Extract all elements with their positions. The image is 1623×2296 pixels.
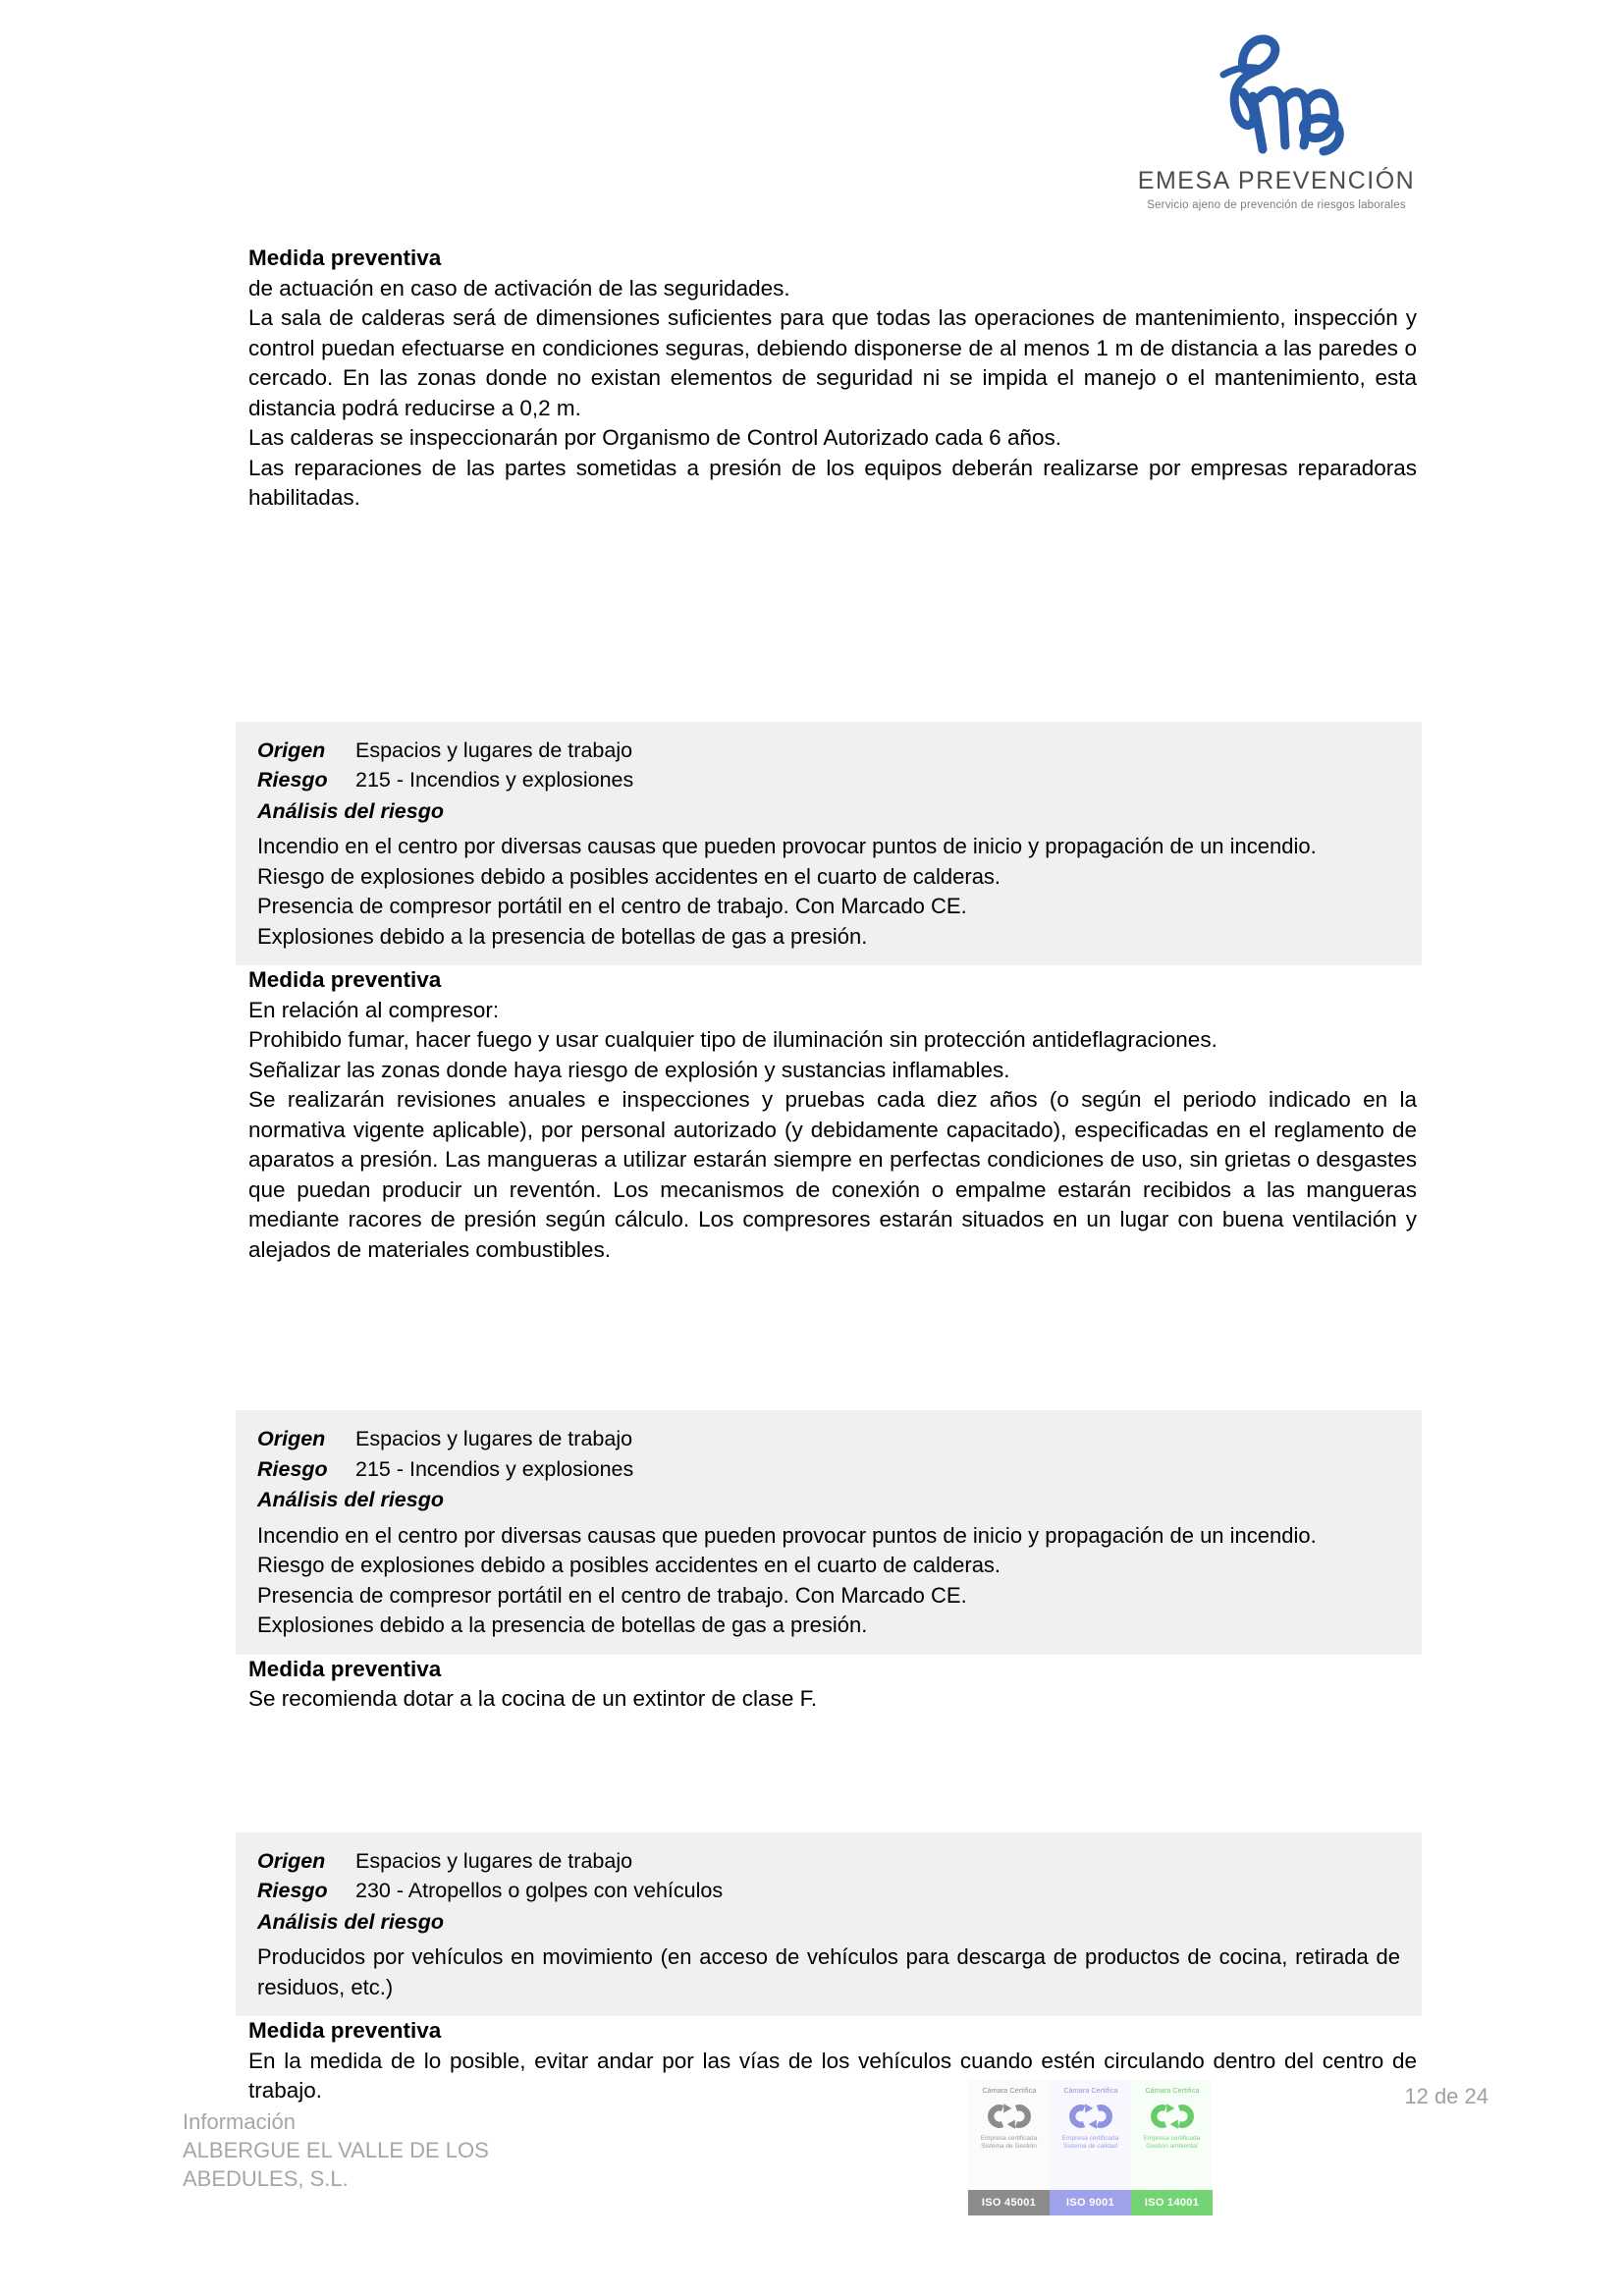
page-footer bbox=[0, 2070, 1623, 2296]
risk-riesgo-label: Riesgo bbox=[257, 1879, 328, 1902]
vertical-spacer bbox=[248, 514, 1417, 722]
cert-sub-line1: Empresa certificada bbox=[1143, 2135, 1201, 2142]
chain-link-icon bbox=[1144, 2101, 1201, 2132]
risk-analysis-body bbox=[257, 1521, 1400, 1641]
vertical-spacer bbox=[248, 1265, 1417, 1410]
emesa-script-logo-icon bbox=[1188, 27, 1365, 165]
cert-issuer-label: Cámara Certifica bbox=[1145, 2086, 1199, 2095]
risk-riesgo-value: 230 - Atropellos o golpes con vehículos bbox=[355, 1879, 724, 1902]
risk-box bbox=[236, 1832, 1422, 2017]
certification-badge-iso14001 bbox=[1131, 2080, 1213, 2215]
page-number: 12 de 24 bbox=[1404, 2084, 1488, 2108]
intro-paragraph: Las reparaciones de las partes sometidas a presión de los equipos deberán realizarse por empresas reparadoras habilitadas. bbox=[248, 455, 1417, 510]
risk-riesgo-row bbox=[257, 1876, 1400, 1906]
cert-standard-label: ISO 9001 bbox=[1050, 2190, 1131, 2215]
cert-sub-line1: Empresa certificada bbox=[980, 2135, 1038, 2142]
cert-body bbox=[1131, 2080, 1213, 2190]
document-content bbox=[248, 244, 1417, 2106]
measure-title: Medida preventiva bbox=[248, 1656, 442, 1681]
risk-origen-label: Origen bbox=[257, 738, 326, 762]
risk-analysis-heading: Análisis del riesgo bbox=[257, 1488, 444, 1511]
certification-badge-iso45001 bbox=[968, 2080, 1050, 2215]
risk-origen-row bbox=[257, 1846, 1400, 1877]
risk-analysis-line: Presencia de compresor portátil en el centro de trabajo. Con Marcado CE. bbox=[257, 894, 967, 918]
risk-origen-label: Origen bbox=[257, 1427, 326, 1450]
risk-analysis-body bbox=[257, 832, 1400, 952]
risk-analysis-line: Riesgo de explosiones debido a posibles accidentes en el cuarto de calderas. bbox=[257, 863, 1001, 889]
risk-analysis-line: Explosiones debido a la presencia de botellas de gas a presión. bbox=[257, 1613, 868, 1637]
measure-block bbox=[248, 965, 1417, 1265]
certification-badge-iso9001 bbox=[1050, 2080, 1131, 2215]
chain-link-icon bbox=[981, 2101, 1038, 2132]
intro-paragraph: Las calderas se inspeccionarán por Organismo de Control Autorizado cada 6 años. bbox=[248, 425, 1061, 450]
company-logo-block bbox=[1119, 27, 1434, 211]
cert-sub-line2: Sistema de calidad bbox=[1063, 2143, 1117, 2150]
cert-issuer-label: Cámara Certifica bbox=[982, 2086, 1036, 2095]
page-header bbox=[0, 27, 1623, 234]
risk-origen-label: Origen bbox=[257, 1848, 326, 1873]
cert-standard-label: ISO 14001 bbox=[1131, 2190, 1213, 2215]
risk-analysis-heading: Análisis del riesgo bbox=[257, 798, 444, 823]
intro-block bbox=[248, 244, 1417, 514]
brand-name: EMESA PREVENCIÓN bbox=[1137, 167, 1416, 194]
risk-analysis-line: Presencia de compresor portátil en el centro de trabajo. Con Marcado CE. bbox=[257, 1582, 967, 1608]
measure-block bbox=[248, 1655, 1417, 1715]
risk-analysis-line: Producidos por vehículos en movimiento (en acceso de vehículos para descarga de productos de cocina, retirada de residuos, etc.) bbox=[257, 1944, 1400, 1999]
risk-riesgo-label: Riesgo bbox=[257, 1456, 328, 1481]
risk-analysis-body bbox=[257, 1942, 1400, 2002]
measure-paragraph: En la medida de lo posible, evitar andar por las vías de los vehículos cuando estén circulando dentro del centro de trabajo. bbox=[248, 2048, 1417, 2103]
risk-riesgo-value: 215 - Incendios y explosiones bbox=[355, 1456, 634, 1481]
cert-body bbox=[968, 2080, 1050, 2190]
measure-paragraph: En relación al compresor: bbox=[248, 997, 500, 1022]
measure-paragraph: Prohibido fumar, hacer fuego y usar cualquier tipo de iluminación sin protección antideflagraciones. bbox=[248, 1027, 1217, 1052]
risk-box bbox=[236, 1410, 1422, 1655]
footer-info-label: Información bbox=[183, 2109, 296, 2134]
footer-company-line1: ALBERGUE EL VALLE DE LOS bbox=[183, 2138, 489, 2162]
cert-sub-line1: Empresa certificada bbox=[1061, 2135, 1119, 2142]
risk-riesgo-row bbox=[257, 765, 1400, 795]
risk-riesgo-value: 215 - Incendios y explosiones bbox=[355, 768, 634, 792]
risk-analysis-line: Incendio en el centro por diversas causas que pueden provocar puntos de inicio y propagación de un incendio. bbox=[257, 1522, 1317, 1548]
risk-riesgo-row bbox=[257, 1454, 1400, 1485]
measure-title: Medida preventiva bbox=[248, 2018, 442, 2043]
risk-analysis-line: Riesgo de explosiones debido a posibles accidentes en el cuarto de calderas. bbox=[257, 1553, 1001, 1577]
measure-paragraph: Se recomienda dotar a la cocina de un extintor de clase F. bbox=[248, 1686, 818, 1711]
intro-paragraph: de actuación en caso de activación de las seguridades. bbox=[248, 275, 790, 301]
cert-sub-line2: Sistema de Gestión bbox=[981, 2143, 1037, 2150]
risk-origen-row bbox=[257, 1424, 1400, 1454]
measure-paragraph: Se realizarán revisiones anuales e inspecciones y pruebas cada diez años (o según el periodo indicado en la normativa vigente aplicable), por personal autorizado (y debidamente capacitado), especificadas en el reglamento de aparatos a presión. Las mangueras a utilizar estarán siempre en perfectas condiciones de uso, sin grietas o desgastes que puedan producir un reventón. Los mecanismos de conexión o empalme estarán recibidos a las mangueras mediante racores de presión según cálculo. Los compresores estarán situados en un lugar con buena ventilación y alejados de materiales combustibles. bbox=[248, 1087, 1417, 1262]
cert-standard-label: ISO 45001 bbox=[968, 2190, 1050, 2215]
brand-tagline: Servicio ajeno de prevención de riesgos laborales bbox=[1147, 199, 1406, 211]
footer-company-info bbox=[183, 2107, 489, 2193]
risk-origen-value: Espacios y lugares de trabajo bbox=[355, 738, 633, 762]
risk-box bbox=[236, 722, 1422, 966]
certification-badges bbox=[968, 2080, 1214, 2215]
measure-paragraph: Señalizar las zonas donde haya riesgo de explosión y sustancias inflamables. bbox=[248, 1057, 1010, 1082]
chain-link-icon bbox=[1062, 2101, 1119, 2132]
risk-analysis-line: Explosiones debido a la presencia de botellas de gas a presión. bbox=[257, 923, 868, 949]
measure-title: Medida preventiva bbox=[248, 967, 442, 992]
risk-origen-value: Espacios y lugares de trabajo bbox=[355, 1427, 633, 1450]
cert-body bbox=[1050, 2080, 1131, 2190]
cert-sub-line2: Gestión ambiental bbox=[1146, 2143, 1198, 2150]
risk-origen-value: Espacios y lugares de trabajo bbox=[355, 1848, 633, 1873]
risk-analysis-heading: Análisis del riesgo bbox=[257, 1909, 444, 1934]
risk-riesgo-label: Riesgo bbox=[257, 768, 328, 792]
measure-title: Medida preventiva bbox=[248, 246, 442, 270]
vertical-spacer bbox=[248, 1715, 1417, 1832]
cert-issuer-label: Cámara Certifica bbox=[1063, 2086, 1117, 2095]
intro-paragraph: La sala de calderas será de dimensiones suficientes para que todas las operaciones de mantenimiento, inspección y control puedan efectuarse en condiciones seguras, debiendo disponerse de al menos 1 m de distancia a las paredes o cercado. En las zonas donde no existan elementos de seguridad ni se impida el manejo o el mantenimiento, esta distancia podrá reducirse a 0,2 m. bbox=[248, 305, 1417, 420]
risk-origen-row bbox=[257, 736, 1400, 766]
footer-company-line2: ABEDULES, S.L. bbox=[183, 2166, 349, 2191]
risk-analysis-line: Incendio en el centro por diversas causas que pueden provocar puntos de inicio y propagación de un incendio. bbox=[257, 834, 1317, 858]
